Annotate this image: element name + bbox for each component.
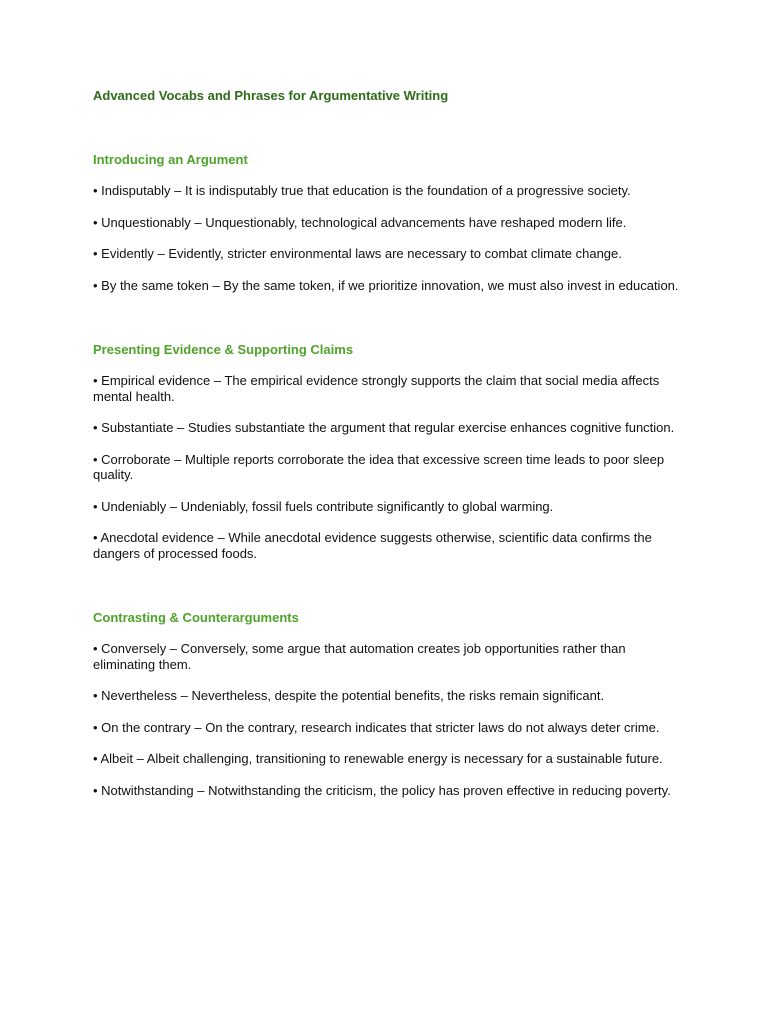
list-item: • Nevertheless – Nevertheless, despite the potential benefits, the risks remain significant. bbox=[93, 688, 605, 703]
list-item: • Indisputably – It is indisputably true that education is the foundation of a progressive society. bbox=[93, 183, 631, 198]
section-introducing-an-argument bbox=[93, 151, 683, 293]
document-title: Advanced Vocabs and Phrases for Argumentative Writing bbox=[93, 88, 449, 103]
section-contrasting-counterarguments bbox=[93, 609, 683, 798]
list-item: • By the same token – By the same token, if we prioritize innovation, we must also invest in education. bbox=[93, 277, 679, 293]
list-item: • Unquestionably – Unquestionably, technological advancements have reshaped modern life. bbox=[93, 214, 627, 230]
list-item: • Corroborate – Multiple reports corroborate the idea that excessive screen time leads to poor sleep quality. bbox=[93, 451, 665, 482]
section-heading: Introducing an Argument bbox=[93, 152, 248, 167]
item-list bbox=[93, 641, 683, 798]
list-item: • Albeit – Albeit challenging, transitioning to renewable energy is necessary for a sustainable future. bbox=[93, 751, 663, 766]
list-item: • Anecdotal evidence – While anecdotal evidence suggests otherwise, scientific data confirms the dangers of processed foods. bbox=[93, 530, 652, 561]
list-item: • Conversely – Conversely, some argue that automation creates job opportunities rather than eliminating them. bbox=[93, 641, 626, 672]
list-item: • On the contrary – On the contrary, research indicates that stricter laws do not always deter crime. bbox=[93, 719, 660, 735]
item-list bbox=[93, 183, 683, 293]
section-presenting-evidence bbox=[93, 341, 683, 561]
list-item: • Evidently – Evidently, stricter environmental laws are necessary to combat climate change. bbox=[93, 246, 622, 261]
list-item: • Substantiate – Studies substantiate the argument that regular exercise enhances cognitive function. bbox=[93, 420, 675, 435]
item-list bbox=[93, 373, 683, 561]
list-item: • Undeniably – Undeniably, fossil fuels contribute significantly to global warming. bbox=[93, 498, 554, 514]
list-item: • Empirical evidence – The empirical evidence strongly supports the claim that social media affects mental health. bbox=[93, 373, 660, 404]
list-item: • Notwithstanding – Notwithstanding the criticism, the policy has proven effective in reducing poverty. bbox=[93, 782, 671, 798]
section-heading: Presenting Evidence & Supporting Claims bbox=[93, 342, 354, 357]
document-page bbox=[93, 87, 683, 798]
section-heading: Contrasting & Counterarguments bbox=[93, 610, 299, 625]
